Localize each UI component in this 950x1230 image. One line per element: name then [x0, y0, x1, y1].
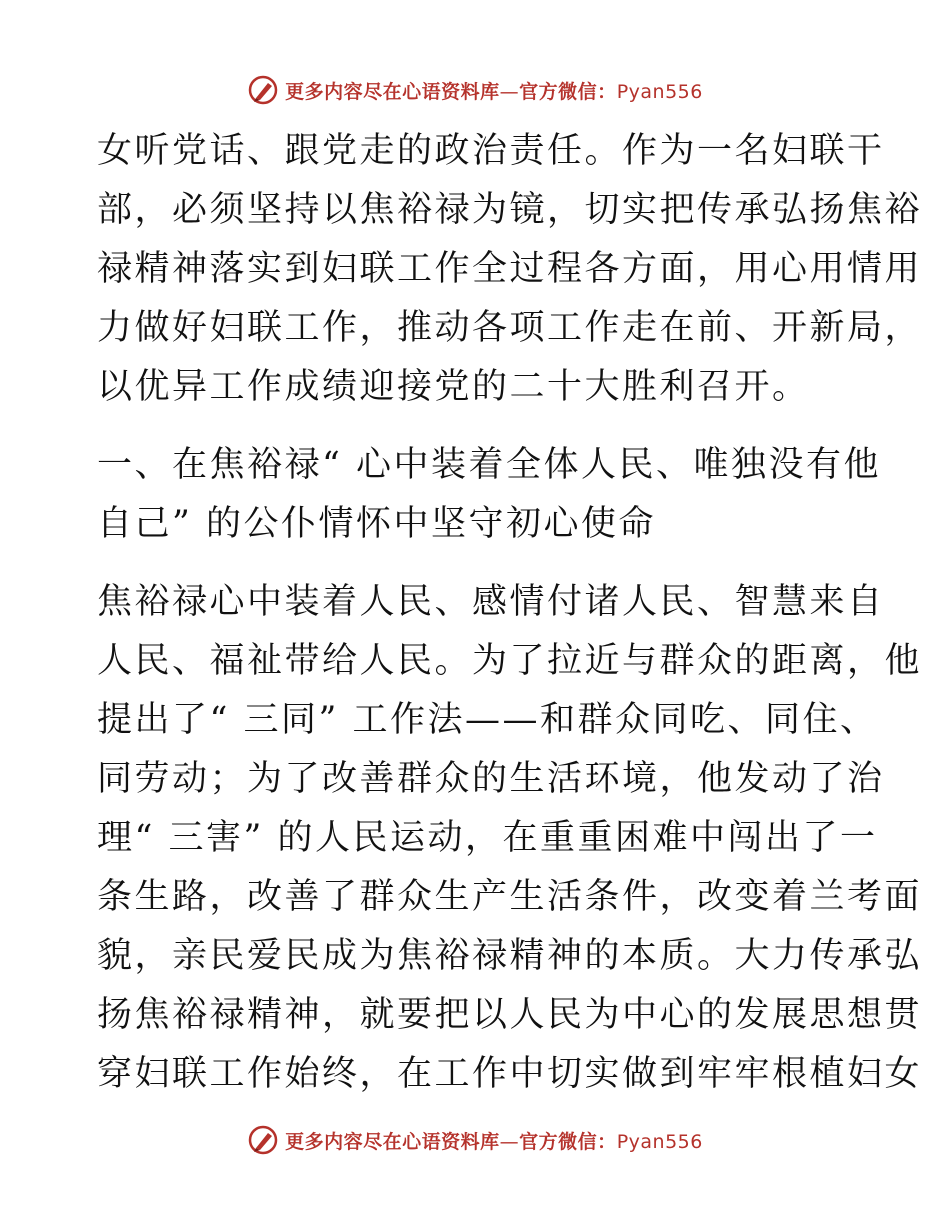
header-banner: [0, 72, 950, 108]
paragraph-line: 提出了“ 三同” 工作法——和群众同吃、同住、: [97, 700, 878, 740]
footer-banner-text: [285, 1127, 703, 1154]
paragraph-line: 以优异工作成绩迎接党的二十大胜利召开。: [97, 367, 810, 407]
paragraph-line: 同劳动；为了改善群众的生活环境，他发动了治: [97, 759, 885, 799]
pen-logo-icon: [247, 1124, 279, 1156]
paragraph-line: 理“ 三害” 的人民运动，在重重困难中闯出了一: [97, 818, 878, 858]
paragraph-line: 女听党话、跟党走的政治责任。作为一名妇联干: [97, 131, 885, 171]
footer-banner-label: 官方微信：: [519, 1130, 617, 1153]
paragraph-line: 穿妇联工作始终，在工作中切实做到牢牢根植妇女: [97, 1054, 923, 1094]
header-banner-text: [285, 77, 703, 104]
paragraph-line: 扬焦裕禄精神，就要把以人民为中心的发展思想贯: [97, 995, 923, 1035]
paragraph-line: 力做好妇联工作，推动各项工作走在前、开新局，: [97, 308, 923, 348]
paragraph-line: 焦裕禄心中装着人民、感情付诸人民、智慧来自: [97, 582, 885, 622]
paragraph-line: 条生路，改善了群众生产生活条件，改变着兰考面: [97, 877, 923, 917]
paragraph-1: [97, 122, 923, 417]
paragraph-line: 部，必须坚持以焦裕禄为镜，切实把传承弘扬焦裕: [97, 190, 923, 230]
pen-logo-icon: [247, 74, 279, 106]
header-banner-label: 官方微信：: [519, 80, 617, 103]
header-banner-dash: —: [499, 80, 520, 103]
header-banner-title: 更多内容尽在心语资料库: [285, 80, 500, 103]
footer-banner-wechat-id: Pyan556: [616, 1130, 703, 1153]
paragraph-line: 禄精神落实到妇联工作全过程各方面，用心用情用: [97, 249, 923, 289]
footer-banner-title: 更多内容尽在心语资料库: [285, 1130, 500, 1153]
paragraph-line: 貌，亲民爱民成为焦裕禄精神的本质。大力传承弘: [97, 936, 923, 976]
footer-banner-dash: —: [499, 1130, 520, 1153]
heading-line: 一、在焦裕禄“ 心中装着全体人民、唯独没有他: [97, 445, 882, 485]
paragraph-gap: [97, 554, 857, 573]
paragraph-2: [97, 573, 923, 1104]
header-banner-wechat-id: Pyan556: [616, 80, 703, 103]
paragraph-gap: [97, 417, 857, 436]
document-body: [97, 122, 923, 1104]
section-heading-1: [97, 436, 882, 554]
heading-line: 自己” 的公仆情怀中坚守初心使命: [97, 504, 657, 544]
paragraph-line: 人民、福祉带给人民。为了拉近与群众的距离，他: [97, 641, 923, 681]
footer-banner: [0, 1122, 950, 1158]
